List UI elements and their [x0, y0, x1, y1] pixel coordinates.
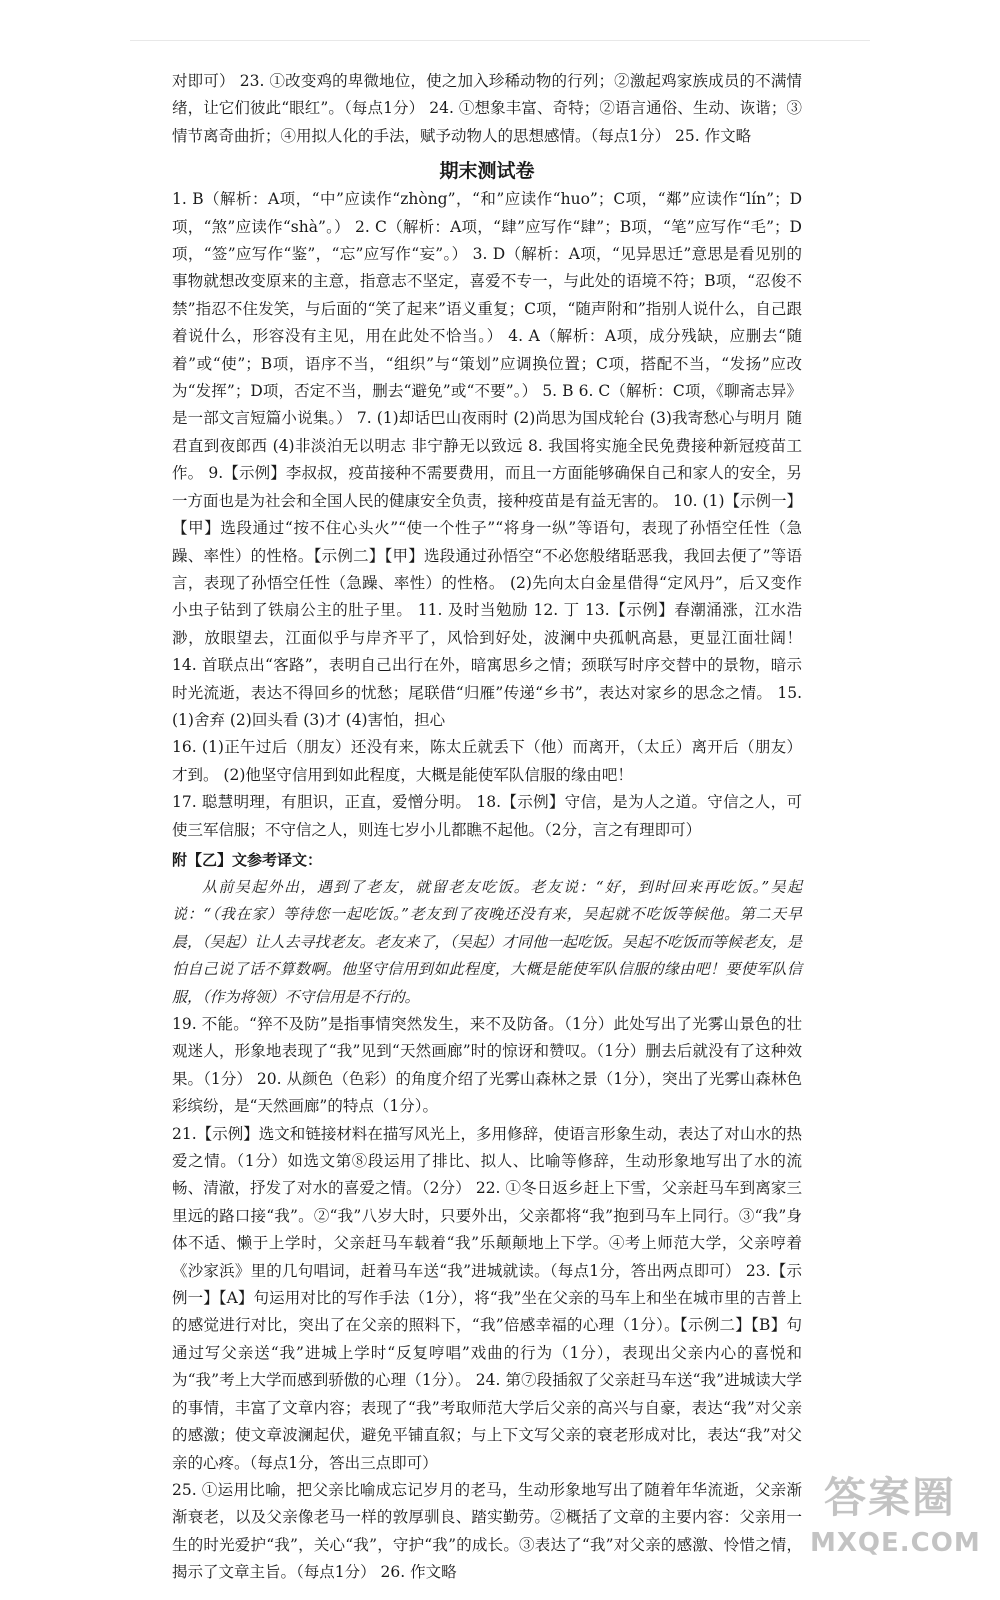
answer-page [172, 68, 802, 1587]
page-top-rule [130, 40, 870, 41]
answers-19-20: 19. 不能。“猝不及防”是指事情突然发生，来不及防备。（1分）此处写出了光雾山景色的壮观迷人，形象地表现了“我”见到“天然画廊”时的惊讶和赞叹。（1分）删去后就没有了这种效果。（1分） 20. 从颜色（色彩）的角度介绍了光雾山森林之景（1分），突出了光雾山森林色彩缤纷，是“天然画廊”的特点（1分）。 [172, 1015, 802, 1116]
section-title: 期末测试卷 [439, 160, 535, 183]
previous-test-tail: 对即可） 23. ①改变鸡的卑微地位，使之加入珍稀动物的行列；②激起鸡家族成员的不满情绪，让它们彼此“眼红”。（每点1分） 24. ①想象丰富、奇特；②语言通俗、生动、诙谐；③情节离奇曲折；④用拟人化的手法，赋予动物人的思想感情。（每点1分） 25. 作文略 [172, 72, 802, 145]
translation-text: 从前吴起外出，遇到了老友，就留老友吃饭。老友说：“好，到时回来再吃饭。”吴起说：“（我在家）等待您一起吃饭。”老友到了夜晚还没有来，吴起就不吃饭等候他。第二天早晨，（吴起）让人去寻找老友。老友来了，（吴起）才同他一起吃饭。吴起不吃饭而等候老友，是怕自己说了话不算数啊。他坚守信用到如此程度，大概是能使军队信服的缘由吧！要使军队信服，（作为将领）不守信用是不行的。 [172, 877, 803, 1006]
translation-heading: 附【乙】文参考译文： [172, 850, 323, 869]
answers-21-24: 21.【示例】选文和链接材料在描写风光上，多用修辞，使语言形象生动，表达了对山水的热爱之情。（1分）如选文第⑧段运用了排比、拟人、比喻等修辞，生动形象地写出了水的流畅、清澈，抒发了对水的喜爱之情。（2分） 22. ①冬日返乡赶上下雪，父亲赶马车到离家三里远的路口接“我”。②“我”八岁大时，只要外出，父亲都将“我”抱到马车上同行。③“我”身体不适、懒于上学时，父亲赶马车载着“我”乐颠颠地上下学。④考上师范大学，父亲哼着《沙家浜》里的几句唱词，赶着马车送“我”进城就读。（每点1分，答出两点即可） 23.【示例一】【A】句运用对比的写作手法（1分），将“我”坐在父亲的马车上和坐在城市里的吉普上的感觉进行对比，突出了在父亲的照料下，“我”倍感幸福的心理（1分）。【示例二】【B】句通过写父亲送“我”进城上学时“反复哼唱”戏曲的行为（1分），表现出父亲内心的喜悦和为“我”考上大学而感到骄傲的心理（1分）。 24. 第⑦段插叙了父亲赶马车送“我”进城读大学的事情，丰富了文章内容；表现了“我”考取师范大学后父亲的高兴与自豪，表达“我”对父亲的感激；使文章波澜起伏，避免平铺直叙；与上下文写父亲的衰老形成对比，表达“我”对父亲的心疼。（每点1分，答出三点即可） [172, 1124, 803, 1472]
watermark-logo-text: 答案圈 [823, 1473, 956, 1522]
answers-17-18: 17. 聪慧明理，有胆识，正直，爱憎分明。 18.【示例】守信，是为人之道。守信之人，可使三军信服；不守信之人，则连七岁小儿都瞧不起他。（2分，言之有理即可） [172, 793, 802, 839]
answers-25-26: 25. ①运用比喻，把父亲比喻成忘记岁月的老马，生动形象地写出了随着年华流逝，父亲渐渐衰老，以及父亲像老马一样的敦厚驯良、踏实勤劳。②概括了文章的主要内容：父亲用一生的时光爱护“我”，关心“我”，守护“我”的成长。③表达了“我”对父亲的感激、怜惜之情，揭示了文章主旨。（每点1分） 26. 作文略 [172, 1480, 802, 1582]
answers-16: 16. (1)正午过后（朋友）还没有来，陈太丘就丢下（他）而离开，（太丘）离开后（朋友）才到。 (2)他坚守信用到如此程度，大概是能使军队信服的缘由吧！ [172, 738, 802, 784]
answers-1-15: 1. B（解析：A项，“中”应读作“zhòng”，“和”应读作“huo”；C项，“鄰”应读作“lín”；D项，“煞”应读作“shà”。） 2. C（解析：A项，“肆”应写作“肆”；B项，“笔”应写作“毛”；D项，“签”应写作“鉴”，“忘”应写作“妄”。） 3. D（解析：A项，“见异思迁”意思是看见别的事物就想改变原来的主意，指意志不坚定，喜爱不专一，与此处的语境不符；B项，“忍俊不禁”指忍不住发笑，与后面的“笑了起来”语义重复；C项，“随声附和”指别人说什么，自己跟着说什么，形容没有主见，用在此处不恰当。） 4. A（解析：A项，成分残缺，应删去“随着”或“使”；B项，语序不当，“组织”与“策划”应调换位置；C项，搭配不当，“发扬”应改为“发挥”；D项，否定不当，删去“避免”或“不要”。） 5. B 6. C（解析：C项，《聊斋志异》是一部文言短篇小说集。） 7. (1)却话巴山夜雨时 (2)尚思为国戍轮台 (3)我寄愁心与明月 随君直到夜郎西 (4)非淡泊无以明志 非宁静无以致远 8. 我国将实施全民免费接种新冠疫苗工作。 9.【示例】李叔叔，疫苗接种不需要费用，而且一方面能够确保自己和家人的安全，另一方面也是为社会和全国人民的健康安全负责，接种疫苗是有益无害的。 10. (1)【示例一】【甲】选段通过“按不住心头火”“使一个性子”“将身一纵”等语句，表现了孙悟空任性（急躁、率性）的性格。【示例二】【甲】选段通过孙悟空“不必您般绪聒恶我，我回去便了”等语言，表现了孙悟空任性（急躁、率性）的性格。 (2)先向太白金星借得“定风丹”，后又变作小虫子钻到了铁扇公主的肚子里。 11. 及时当勉励 12. 丁 13.【示例】春潮涌涨，江水浩渺，放眼望去，江面似乎与岸齐平了，风恰到好处，波澜中央孤帆高悬，更显江面壮阔！ 14. 首联点出“客路”，表明自己出行在外，暗寓思乡之情；颈联写时序交替中的景物，暗示时光流逝，表达不得回乡的忧愁；尾联借“归雁”传递“乡书”，表达对家乡的思念之情。 15. (1)舍弃 (2)回头看 (3)才 (4)害怕，担心 [172, 190, 802, 729]
watermark-url: MXQE.COM [810, 1528, 981, 1558]
watermark-logo [810, 1468, 981, 1578]
